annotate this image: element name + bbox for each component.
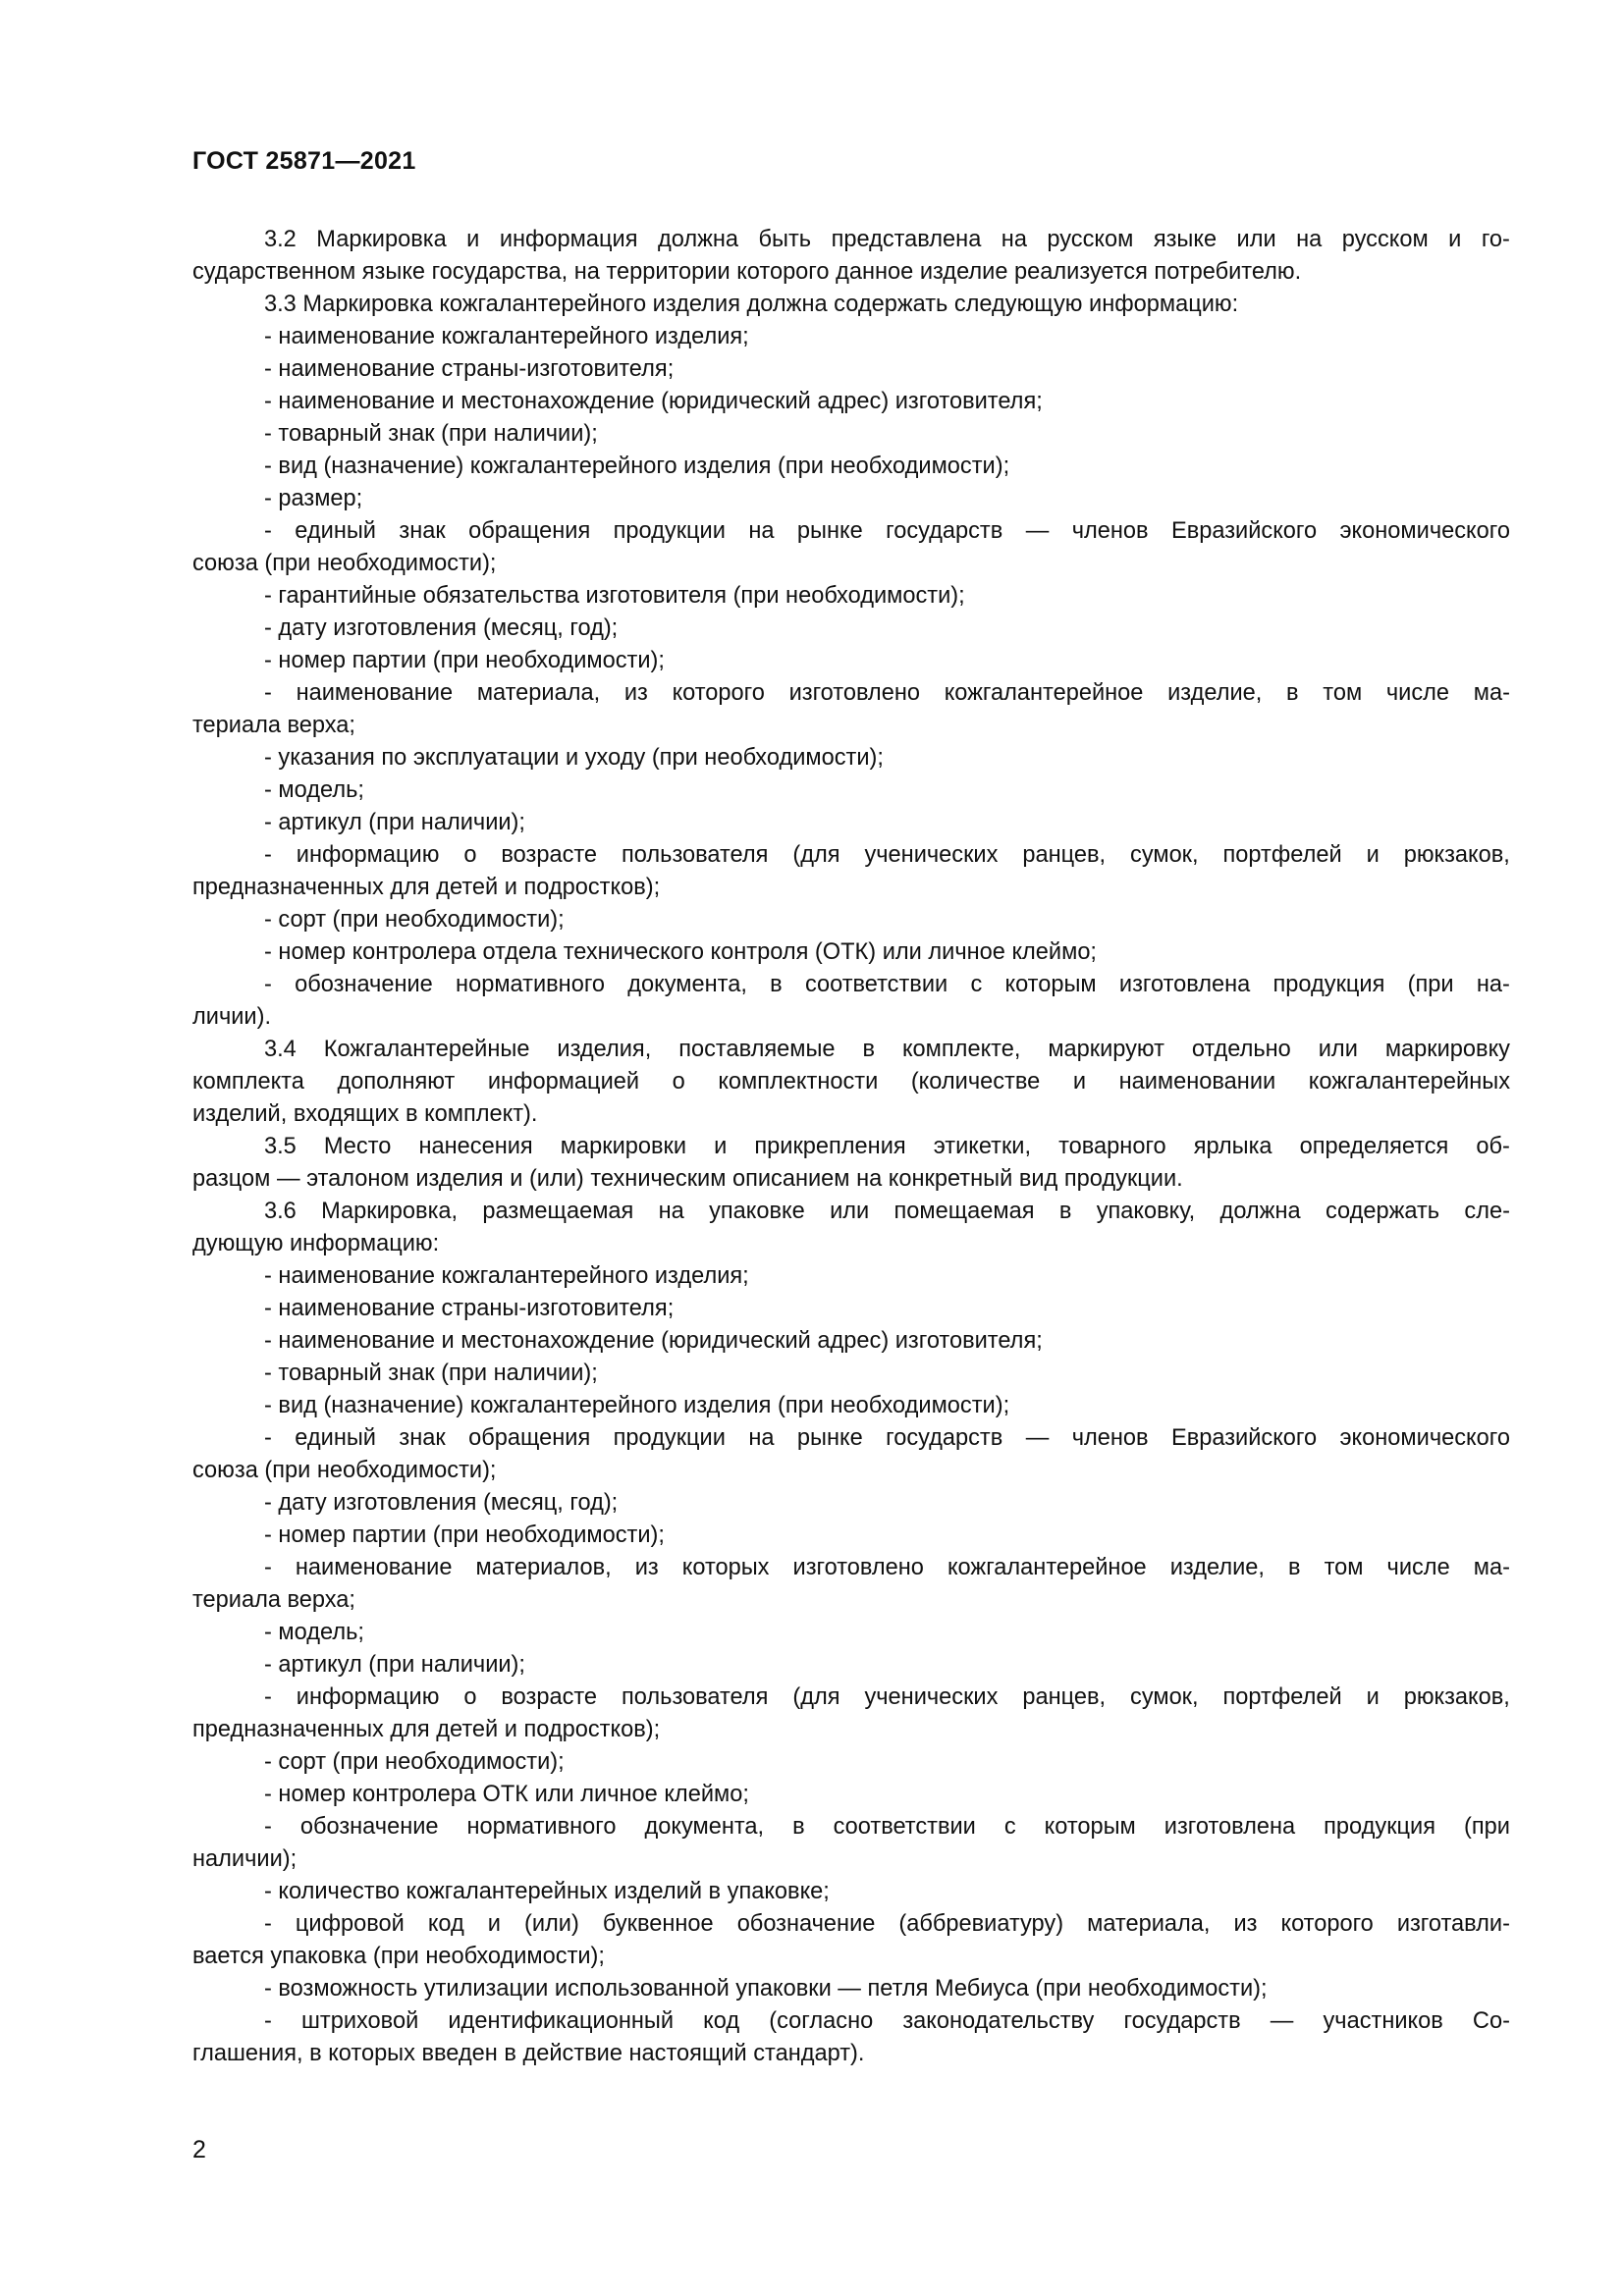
text-line: - модель; (264, 1620, 364, 1645)
text-line: - наименование материалов, из которых изготовлено кожгалантерейное изделие, в том числе ма- (264, 1555, 1510, 1580)
text-line: териала верха; (192, 1587, 355, 1613)
text-line: дующую информацию: (192, 1231, 440, 1256)
text-line: - обозначение нормативного документа, в соответствии с которым изготовлена продукция (при (264, 1814, 1510, 1840)
text-line: предназначенных для детей и подростков); (192, 1717, 661, 1742)
text-line: - модель; (264, 777, 364, 803)
text-line: - наименование и местонахождение (юридический адрес) изготовителя; (264, 389, 1043, 414)
document-header: ГОСТ 25871—2021 (192, 147, 416, 175)
text-line: 3.6 Маркировка, размещаемая на упаковке или помещаемая в упаковку, должна содержать сле- (264, 1199, 1510, 1224)
text-line: - наименование кожгалантерейного изделия; (264, 1263, 749, 1289)
text-line: - сорт (при необходимости); (264, 907, 565, 933)
text-line: союза (при необходимости); (192, 551, 497, 576)
text-line: - указания по эксплуатации и уходу (при необходимости); (264, 745, 884, 771)
document-body (192, 224, 1510, 2070)
text-line: - дату изготовления (месяц, год); (264, 1490, 619, 1516)
text-line: - единый знак обращения продукции на рынке государств — членов Евразийского экономического (264, 518, 1510, 544)
text-line: териала верха; (192, 713, 355, 738)
text-line: - штриховой идентификационный код (согласно законодательству государств — участников Со- (264, 2008, 1510, 2034)
text-line: - номер контролера отдела технического контроля (ОТК) или личное клеймо; (264, 939, 1097, 965)
text-line: 3.4 Кожгалантерейные изделия, поставляемые в комплекте, маркируют отдельно или маркировку (264, 1037, 1510, 1062)
text-line: - товарный знак (при наличии); (264, 1361, 598, 1386)
text-line: - гарантийные обязательства изготовителя (при необходимости); (264, 583, 965, 609)
text-line: - товарный знак (при наличии); (264, 421, 598, 447)
text-line: - номер партии (при необходимости); (264, 648, 665, 673)
text-line: - наименование материала, из которого изготовлено кожгалантерейное изделие, в том числе ма- (264, 680, 1510, 706)
text-line: предназначенных для детей и подростков); (192, 875, 661, 900)
text-line: - наименование и местонахождение (юридический адрес) изготовителя; (264, 1328, 1043, 1354)
text-line: - информацию о возрасте пользователя (для ученических ранцев, сумок, портфелей и рюкзаков, (264, 842, 1510, 868)
text-line: комплекта дополняют информацией о комплектности (количестве и наименовании кожгалантерейных (192, 1069, 1510, 1095)
page-number: 2 (192, 2136, 206, 2163)
text-line: - размер; (264, 486, 363, 511)
text-line: - цифровой код и (или) буквенное обозначение (аббревиатуру) материала, из которого изготавли- (264, 1911, 1510, 1937)
text-line: - артикул (при наличии); (264, 810, 525, 835)
text-line: - артикул (при наличии); (264, 1652, 525, 1678)
text-line: 3.5 Место нанесения маркировки и прикрепления этикетки, товарного ярлыка определяется об- (264, 1134, 1510, 1159)
text-line: 3.3 Маркировка кожгалантерейного изделия должна содержать следующую информацию: (264, 292, 1239, 317)
text-line: - наименование кожгалантерейного изделия; (264, 324, 749, 349)
text-line: - информацию о возрасте пользователя (для ученических ранцев, сумок, портфелей и рюкзаков, (264, 1684, 1510, 1710)
text-line: изделий, входящих в комплект). (192, 1101, 538, 1127)
text-line: - количество кожгалантерейных изделий в упаковке; (264, 1879, 830, 1904)
text-line: разцом — эталоном изделия и (или) техническим описанием на конкретный вид продукции. (192, 1166, 1183, 1192)
text-line: - единый знак обращения продукции на рынке государств — членов Евразийского экономического (264, 1425, 1510, 1451)
text-line: вается упаковка (при необходимости); (192, 1944, 605, 1969)
text-line: личии). (192, 1004, 272, 1030)
text-line: - дату изготовления (месяц, год); (264, 615, 619, 641)
text-line: сударственном языке государства, на территории которого данное изделие реализуется потребителю. (192, 259, 1302, 285)
text-line: глашения, в которых введен в действие настоящий стандарт). (192, 2041, 865, 2066)
text-line: 3.2 Маркировка и информация должна быть представлена на русском языке или на русском и го- (264, 227, 1510, 252)
text-line: - возможность утилизации использованной упаковки — петля Мебиуса (при необходимости); (264, 1976, 1268, 2002)
text-line: наличии); (192, 1846, 298, 1872)
text-line: - сорт (при необходимости); (264, 1749, 565, 1775)
text-line: - вид (назначение) кожгалантерейного изделия (при необходимости); (264, 454, 1010, 479)
text-line: - наименование страны-изготовителя; (264, 1296, 675, 1321)
text-line: - обозначение нормативного документа, в соответствии с которым изготовлена продукция (при на- (264, 972, 1510, 997)
text-line: - наименование страны-изготовителя; (264, 356, 675, 382)
text-line: - вид (назначение) кожгалантерейного изделия (при необходимости); (264, 1393, 1010, 1418)
text-line: - номер партии (при необходимости); (264, 1522, 665, 1548)
text-line: союза (при необходимости); (192, 1458, 497, 1483)
text-line: - номер контролера ОТК или личное клеймо; (264, 1782, 749, 1807)
